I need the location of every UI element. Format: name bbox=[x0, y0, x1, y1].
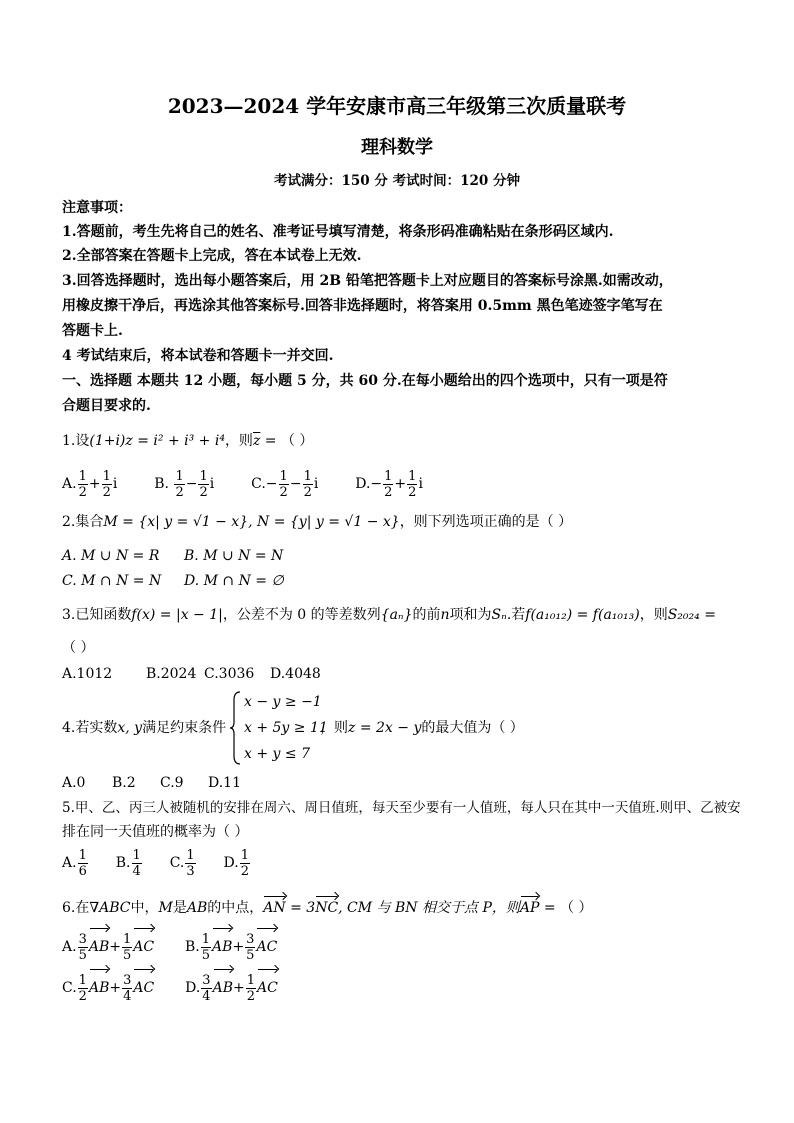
q3-stem-line1 bbox=[62, 605, 716, 625]
q6-b-frac2 bbox=[245, 932, 255, 963]
q6-vec-nc: NC bbox=[315, 900, 339, 916]
q6-a-d2: 5 bbox=[122, 947, 132, 963]
q3-s2024: S₂₀₂₄ = bbox=[667, 607, 716, 623]
q6-options-row1 bbox=[62, 930, 277, 964]
q6-b-label: B. bbox=[185, 939, 200, 955]
q1-b-d1: 2 bbox=[175, 484, 184, 500]
section-1-line-a: 一、选择题 本题共 12 小题，每小题 5 分，共 60 分.在每小题给出的四个选项中，只有一项是符 bbox=[62, 373, 668, 389]
q6-d: , CM 与 BN 相交于点 P，则 bbox=[338, 900, 520, 916]
q6-m: M bbox=[158, 900, 173, 916]
q1-a-n2: 1 bbox=[102, 468, 111, 484]
q6-b-frac1 bbox=[201, 932, 211, 963]
q6-d-d1: 4 bbox=[202, 988, 211, 1004]
q1-d-d2: 2 bbox=[408, 484, 417, 500]
q6-b-vec1: AB bbox=[212, 930, 232, 964]
q5-option-b[interactable] bbox=[115, 847, 143, 879]
q1-c-n1: 1 bbox=[279, 468, 288, 484]
q6-d-vec1: AB bbox=[213, 971, 233, 1005]
q4-constraint-3: x + y ≤ 7 bbox=[244, 746, 310, 762]
q1-b-d2: 2 bbox=[199, 484, 208, 500]
q5-option-a[interactable] bbox=[62, 847, 89, 879]
q5-d-label: D. bbox=[223, 855, 239, 871]
q3-option-d[interactable]: D.4048 bbox=[270, 666, 321, 682]
q6-c-d1: 2 bbox=[78, 988, 87, 1004]
q5-c-frac bbox=[185, 848, 195, 879]
q1-a-frac2 bbox=[102, 469, 112, 500]
q1-a-n1: 1 bbox=[78, 468, 87, 484]
q1-options bbox=[62, 468, 423, 500]
q6-d-frac2 bbox=[246, 973, 256, 1004]
q5-b-label: B. bbox=[115, 855, 131, 871]
q6-vec-ap: AP bbox=[519, 900, 540, 916]
q5-c-label: C. bbox=[169, 855, 185, 871]
q1-a-d2: 2 bbox=[102, 484, 111, 500]
q6-a-n2: 1 bbox=[122, 931, 132, 947]
q1-stem bbox=[62, 431, 313, 451]
q6-option-b[interactable] bbox=[185, 931, 278, 963]
q6-a-op: + bbox=[109, 939, 121, 955]
q6-c-op: + bbox=[109, 980, 122, 996]
q6-eq: = 3 bbox=[285, 900, 316, 916]
q2-pre: 2.集合 bbox=[62, 514, 104, 530]
q4-stem-post bbox=[320, 718, 524, 738]
q6-option-a[interactable] bbox=[62, 931, 155, 963]
q2-post: ，则下列选项正确的是（ ） bbox=[399, 514, 573, 530]
q6-d-n1: 3 bbox=[202, 972, 211, 988]
q6-d-label: D. bbox=[185, 980, 201, 996]
q4-stem-pre bbox=[62, 718, 226, 738]
q2-option-b[interactable]: B. M ∪ N = N bbox=[184, 548, 284, 564]
q1-option-b[interactable] bbox=[154, 468, 215, 500]
q6-b-n2: 3 bbox=[246, 931, 255, 947]
q3-option-c[interactable]: C.3036 bbox=[204, 666, 255, 682]
q6-a-vec1: AB bbox=[89, 930, 109, 964]
q4-pre: 4.若实数 bbox=[62, 720, 118, 736]
q3-d: 项和为 bbox=[449, 607, 492, 623]
q4-tail: 的最大值为（ ） bbox=[421, 720, 524, 736]
q6-a: 中， bbox=[130, 900, 159, 916]
q1-b-frac1 bbox=[174, 469, 184, 500]
q1-post: ，则 bbox=[224, 433, 253, 449]
q1-d-n1: 1 bbox=[384, 468, 393, 484]
q4-option-b[interactable]: B.2 bbox=[112, 775, 136, 791]
q5-d-n: 1 bbox=[240, 847, 250, 863]
q6-tail: = （ ） bbox=[539, 900, 593, 916]
note-3b: 用橡皮擦干净后，再选涂其他答案标号.回答非选择题时，将答案用 0.5mm 黑色笔迹签字笔写在 bbox=[62, 298, 663, 314]
q5-c-d: 3 bbox=[186, 863, 195, 879]
q1-c-i: i bbox=[313, 476, 319, 492]
q1-c-frac1 bbox=[279, 469, 289, 500]
q3-stem-line2: （ ） bbox=[62, 640, 95, 656]
q1-b-i: i bbox=[209, 476, 215, 492]
q1-b-n2: 1 bbox=[199, 468, 208, 484]
q6-a-d1: 5 bbox=[78, 947, 87, 963]
q4-vars: x, y bbox=[117, 720, 143, 736]
q5-stem-line1: 5.甲、乙、丙三人被随机的安排在周六、周日值班，每天至少要有一人值班，每人只在其中一天值班.则甲、乙被安 bbox=[62, 800, 741, 816]
q6-stem bbox=[62, 898, 593, 918]
q1-a-label: A. bbox=[62, 476, 77, 492]
q3-an: {aₙ} bbox=[380, 607, 413, 623]
q5-a-frac bbox=[78, 848, 88, 879]
q5-d-frac bbox=[240, 848, 250, 879]
q6-a-n1: 3 bbox=[78, 931, 87, 947]
q4-post: ，则 bbox=[320, 720, 348, 736]
q6-vec-an: AN bbox=[263, 900, 286, 916]
q6-c-frac2 bbox=[122, 973, 132, 1004]
q5-c-n: 1 bbox=[186, 847, 195, 863]
q6-a-vec2: AC bbox=[133, 930, 154, 964]
q1-c-frac2 bbox=[303, 469, 313, 500]
q6-d-op: + bbox=[232, 980, 245, 996]
q6-c-frac1 bbox=[78, 973, 88, 1004]
q4-z: z = 2x − y bbox=[348, 720, 422, 736]
q4-constraint-2: x + 5y ≥ 11 bbox=[244, 720, 328, 736]
q6-a-frac1 bbox=[78, 932, 88, 963]
q5-b-frac bbox=[132, 848, 142, 879]
q3-f: ，则 bbox=[639, 607, 668, 623]
q6-c-vec2: AC bbox=[133, 971, 154, 1005]
q5-b-n: 1 bbox=[132, 847, 141, 863]
q1-a-frac1 bbox=[78, 469, 88, 500]
q5-stem-line2: 排在同一天值班的概率为（ ） bbox=[62, 824, 249, 840]
note-1: 1.答题前，考生先将自己的姓名、准考证号填写清楚，将条形码准确粘贴在条形码区域内. bbox=[62, 224, 614, 240]
q6-b: 是 bbox=[172, 900, 187, 916]
q3-option-b[interactable]: B.2024 bbox=[146, 666, 197, 682]
q1-expr: (1+i)z = i² + i³ + i⁴ bbox=[89, 433, 225, 449]
q2-set-n: , N = {y| y = √1 − x} bbox=[248, 514, 400, 530]
q1-d-label: D.− bbox=[355, 476, 383, 492]
q1-zbar: $\overline{z}$ bbox=[252, 433, 261, 449]
q3-cond: f(a₁₀₁₂) = f(a₁₀₁₃) bbox=[525, 607, 640, 623]
q6-c-n1: 1 bbox=[78, 972, 87, 988]
q2-option-d[interactable]: D. M ∩ N = ∅ bbox=[184, 573, 284, 589]
q4-constraint-1: x − y ≥ −1 bbox=[244, 694, 322, 710]
q3-b: ，公差不为 0 的等差数列 bbox=[222, 607, 381, 623]
q5-b-d: 4 bbox=[132, 863, 141, 879]
q5-a-label: A. bbox=[62, 855, 77, 871]
q1-a-op: + bbox=[88, 476, 101, 492]
q6-b-d1: 5 bbox=[201, 947, 211, 963]
q6-ab: AB bbox=[186, 900, 208, 916]
q4-option-a[interactable]: A.0 bbox=[62, 775, 86, 791]
q1-option-c[interactable] bbox=[251, 468, 319, 500]
q1-d-n2: 1 bbox=[408, 468, 417, 484]
q6-c-d2: 4 bbox=[123, 988, 132, 1004]
q5-d-d: 2 bbox=[240, 863, 250, 879]
q6-options-row2 bbox=[62, 971, 278, 1005]
q1-b-label: B. bbox=[154, 476, 169, 492]
q5-a-d: 6 bbox=[78, 863, 87, 879]
q3-n: n bbox=[440, 607, 450, 623]
section-1-line-b: 合题目要求的. bbox=[62, 398, 151, 414]
q1-c-n2: 1 bbox=[303, 468, 312, 484]
q6-triangle: ∇ABC bbox=[89, 900, 131, 916]
q1-b-op: − bbox=[185, 476, 198, 492]
q3-e: .若 bbox=[506, 607, 526, 623]
notes-heading: 注意事项： bbox=[62, 200, 132, 216]
q5-option-d[interactable] bbox=[223, 847, 251, 879]
q4-brace bbox=[230, 690, 242, 766]
q6-option-c[interactable] bbox=[62, 972, 155, 1004]
q6-c-vec1: AB bbox=[89, 971, 109, 1005]
q2-option-a[interactable]: A. M ∪ N = R bbox=[62, 548, 160, 564]
q6-c: 的中点， bbox=[207, 900, 264, 916]
q3-sn: Sₙ bbox=[491, 607, 507, 623]
q4-mid: 满足约束条件 bbox=[142, 720, 227, 736]
q3-a: 3.已知函数 bbox=[62, 607, 132, 623]
q2-option-c[interactable]: C. M ∩ N = N bbox=[62, 573, 162, 589]
q4-option-d[interactable]: D.11 bbox=[208, 775, 241, 791]
q1-option-d[interactable] bbox=[355, 468, 423, 500]
exam-title: 2023—2024 学年安康市高三年级第三次质量联考 bbox=[167, 94, 627, 118]
q5-a-n: 1 bbox=[78, 847, 87, 863]
q1-b-n1: 1 bbox=[175, 468, 184, 484]
q1-d-op: + bbox=[394, 476, 407, 492]
q1-c-d2: 2 bbox=[303, 484, 312, 500]
q6-a-frac2 bbox=[122, 932, 132, 963]
q6-d-vec2: AC bbox=[257, 971, 278, 1005]
q1-d-i: i bbox=[418, 476, 423, 492]
note-2: 2.全部答案在答题卡上完成，答在本试卷上无效. bbox=[62, 248, 362, 264]
q3-option-a[interactable]: A.1012 bbox=[62, 666, 113, 682]
q1-option-a[interactable] bbox=[62, 468, 118, 500]
q6-a-label: A. bbox=[62, 939, 77, 955]
q1-b-frac2 bbox=[198, 469, 208, 500]
q3-c: 的前 bbox=[412, 607, 441, 623]
q6-d-d2: 2 bbox=[246, 988, 255, 1004]
q1-pre: 1.设 bbox=[62, 433, 90, 449]
q3-fx: f(x) = |x − 1| bbox=[131, 607, 223, 623]
q1-c-d1: 2 bbox=[279, 484, 288, 500]
q6-d-n2: 1 bbox=[246, 972, 255, 988]
q1-tail: = （ ） bbox=[260, 433, 314, 449]
q6-c-label: C. bbox=[62, 980, 77, 996]
q1-c-label: C.− bbox=[251, 476, 278, 492]
q6-b-vec2: AC bbox=[256, 930, 277, 964]
note-3c: 答题卡上. bbox=[62, 323, 123, 339]
note-3a: 3.回答选择题时，选出每小题答案后，用 2B 铅笔把答题卡上对应题目的答案标号涂黑.如需改动， bbox=[62, 273, 673, 289]
q6-b-op: + bbox=[232, 939, 245, 955]
q6-pre: 6.在 bbox=[62, 900, 90, 916]
q6-option-d[interactable] bbox=[185, 972, 278, 1004]
q2-set-m: M = {x| y = √1 − x} bbox=[103, 514, 249, 530]
subject-title: 理科数学 bbox=[361, 137, 433, 158]
q4-option-c[interactable]: C.9 bbox=[160, 775, 184, 791]
q6-b-d2: 5 bbox=[246, 947, 255, 963]
q6-d-frac1 bbox=[201, 973, 211, 1004]
q1-d-frac1 bbox=[383, 469, 393, 500]
q6-c-n2: 3 bbox=[123, 972, 132, 988]
q5-option-c[interactable] bbox=[169, 847, 197, 879]
q2-stem bbox=[62, 512, 572, 532]
note-4: 4 考试结束后，将本试卷和答题卡一并交回. bbox=[62, 348, 334, 364]
q1-a-i: i bbox=[112, 476, 118, 492]
exam-info: 考试满分：150 分 考试时间：120 分钟 bbox=[274, 173, 520, 189]
q1-d-frac2 bbox=[407, 469, 417, 500]
q6-b-n1: 1 bbox=[201, 931, 211, 947]
q1-a-d1: 2 bbox=[78, 484, 87, 500]
q5-options bbox=[62, 846, 251, 880]
q1-c-op: − bbox=[289, 476, 302, 492]
q1-d-d1: 2 bbox=[384, 484, 393, 500]
